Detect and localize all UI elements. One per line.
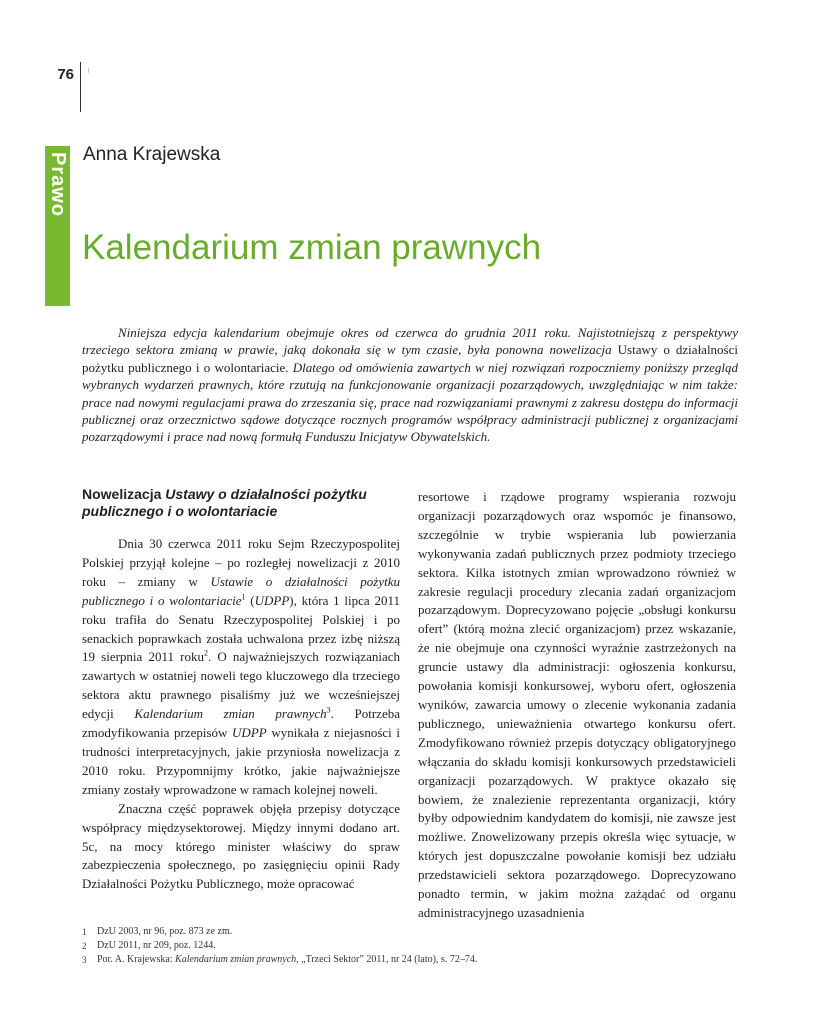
footnote-ref-1[interactable]: 1 [241, 592, 246, 602]
body-column-left [82, 486, 400, 894]
body-column-right [418, 488, 736, 923]
body-paragraph-2: Znaczna część poprawek objęła przepisy dotyczące współpracy międzysektorowej. Między innymi dodano art. 5c, na mocy którego minister właściwy do spraw zabezpieczenia społecznego, po zasięgnięciu opinii Rady Działalności Pożytku Publicznego, może opracować [82, 800, 400, 892]
lead-plain: Ustawy o działalności pożytku publicznego i o wolontariacie. [82, 342, 739, 375]
article-title: Kalendarium zmian prawnych [82, 228, 542, 267]
section-tab [45, 146, 70, 306]
footnote-3: 3 Por. A. Krajewska: Kalendarium zmian prawnych, „Trzeci Sektor” 2011, nr 24 (lato), s. 72–74. [82, 954, 478, 965]
footnote-1: 1 DzU 2003, nr 96, poz. 873 ze zm. [82, 926, 233, 937]
lead-paragraph [82, 324, 738, 446]
body-paragraph-2-continued: resortowe i rządowe programy wspierania rozwoju organizacji pozarządowych oraz wspomóc je finansowo, szczególnie w trybie wspierania lub powierzania wykonywania zadań publicznych przez podmioty trzeciego sektora. Kilka istotnych zmian wprowadzono również w zakresie regulacji procedury zlecania zadań organizacjom pozarządowym. Doprecyzowano pojęcie „obsługi konkursu ofert” (którą można zlecić organizacjom) przez wskazanie, że nie obejmuje ona czynności wyraźnie zastrzeżonych na gruncie ustawy dla administracji: ogłoszenia konkursu, powołania komisji konkursowej, wyboru ofert, ogłoszenia wyników, zawarcia umowy o zlecenie wykonania zadania publicznego, unieważnienia otwartego konkursu ofert. Zmodyfikowano również przepis dotyczący obligatoryjnego włączania do składu komisji konkursowych przedstawicieli organizacji pozarządowych. W praktyce okazało się bowiem, że znalezienie reprezentanta organizacji, który byłby odpowiednim kandydatem do komisji, nie zawsze jest możliwe. Znowelizowany przepis określa więc sytuacje, w których jest dopuszczalne powołanie komisji bez udziału przedstawicieli sektora pozarządowego. Doprecyzowano ponadto termin, w jakim można zażądać od organu administracyjnego uzasadnienia [418, 489, 736, 920]
body-paragraph-1: Dnia 30 czerwca 2011 roku Sejm Rzeczypospolitej Polskiej przyjął kolejne – po rozległej nowelizacji z 2010 roku – zmiany w Ustawie o działalności pożytku publicznego i o wolontariacie$^1$ (UDPP), która 1 lipca 2011 roku trafiła do Senatu Rzeczypospolitej Polskiej i po senackich poprawkach została uchwalona przez izbę niższą 19 sierpnia 2011 roku$^2$. O najważniejszych rozwiązaniach zawartych w ostatniej noweli tego kluczowego dla trzeciego sektora aktu prawnego pisaliśmy już we wcześniejszej edycji Kalendarium zmian prawnych$^3$. Potrzeba zmodyfikowania przepisów UDPP wynikała z niejasności i trudności interpretacyjnych, jakie przyniosła nowelizacja z 2010 roku. Przypomnijmy krótko, jakie najważniejsze zmiany zostały wprowadzone w ramach kolejnej noweli. [82, 536, 401, 797]
lead-italic-2: Dlatego od omówienia zawartych w niej rozwiązań rozpoczniemy poniższy przegląd wybranych wydarzeń prawnych, które rzutują na funkcjonowanie organizacji pozarządowych, uwzględniając w nim także: prace nad nowymi regulacjami prawa do zrzeszania się, prace nad rozwiązaniami prawnymi z zakresu dostępu do informacji publicznej oraz orzecznictwo sądowe dotyczące rocznych programów współpracy administracji publicznej z organizacjami pozarządowymi i prace nad nową formułą Funduszu Inicjatyw Obywatelskich. [82, 359, 739, 445]
page-number: 76 [57, 66, 74, 83]
section-heading-italic: Ustawy o działalności pożytku publicznego i o wolontariacie [82, 486, 367, 519]
section-tab-label: Prawo [47, 152, 69, 218]
header-rule [80, 62, 81, 112]
section-heading-plain: Nowelizacja [82, 486, 162, 502]
author-name: Anna Krajewska [83, 144, 221, 165]
footnotes [82, 925, 742, 967]
header-tick-mark [88, 68, 89, 73]
lead-italic-1: Niniejsza edycja kalendarium obejmuje okres od czerwca do grudnia 2011 roku. Najistotniejszą z perspektywy trzeciego sektora zmianą w prawie, jaką dokonała się w tym czasie, była ponowna nowelizacja [82, 325, 738, 358]
section-heading [82, 486, 400, 520]
footnote-ref-3[interactable]: 3 [326, 705, 331, 715]
footnote-ref-2[interactable]: 2 [203, 649, 208, 659]
footnote-2: 2 DzU 2011, nr 209, poz. 1244. [82, 940, 216, 951]
